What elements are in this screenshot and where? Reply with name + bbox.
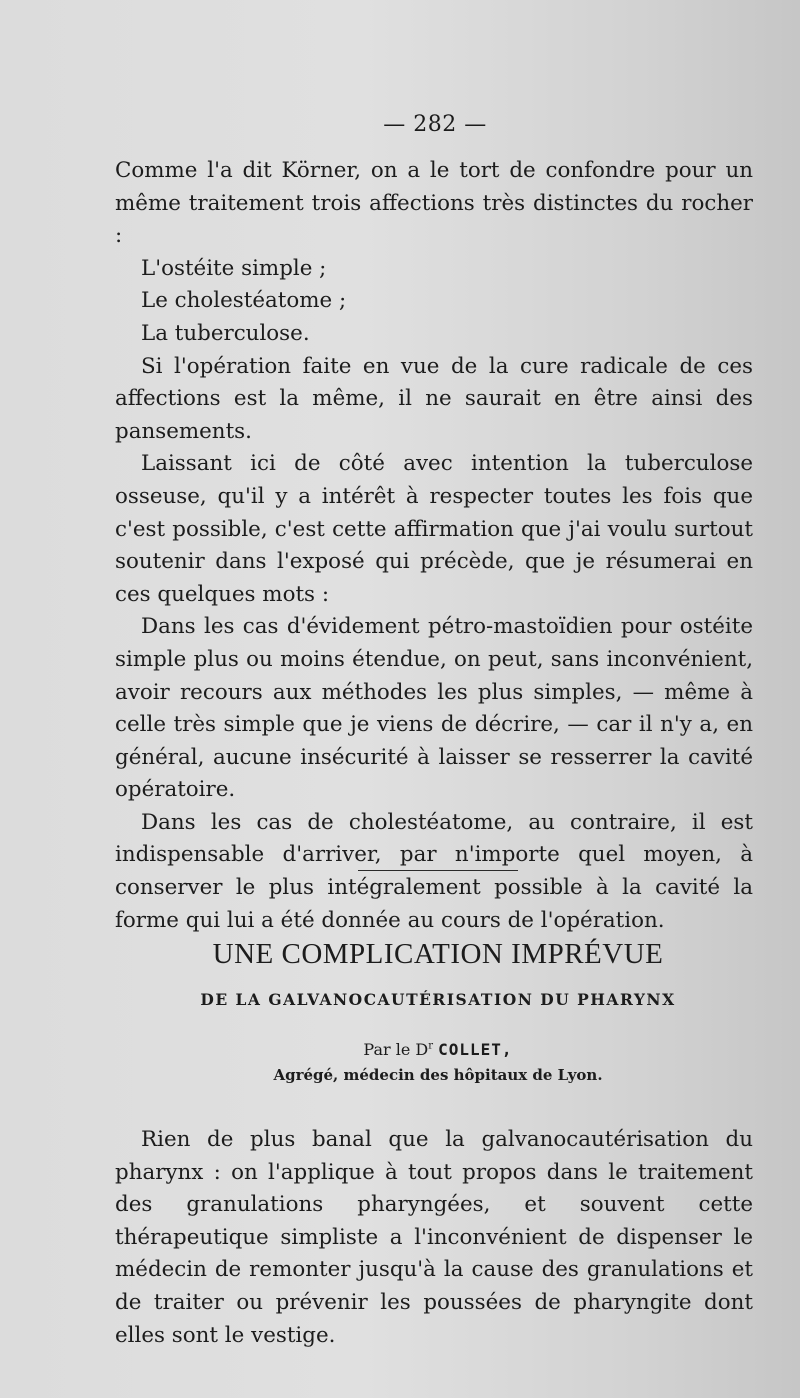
paragraph: Si l'opération faite en vue de la cure radicale de ces affections est la même, il ne saurait en être ainsi des pansements. [115, 353, 753, 444]
paragraph: Laissant ici de côté avec intention la tuberculose osseuse, qu'il y a intérêt à respecter toutes les fois que c'est possible, c'est cette affirmation que j'ai voulu surtout soutenir dans l'exposé qui précède, que je résumerai en ces quelques mots : [115, 451, 753, 607]
byline [0, 1040, 800, 1059]
page-number: — 282 — [383, 112, 487, 137]
paragraph: Dans les cas de cholestéatome, au contraire, il est indispensable d'arriver, par n'importe quel moyen, à conserver le plus intégralement possible à la cavité la forme qui lui a été donnée au cours de l'opération. [115, 809, 753, 933]
author-name: COLLET, [438, 1040, 513, 1059]
list-item: L'ostéite simple ; [141, 255, 327, 281]
list-item: Le cholestéatome ; [141, 288, 347, 314]
article-text [115, 1124, 753, 1352]
byline-title-sup: r [428, 1040, 434, 1052]
author-affiliation: Agrégé, médecin des hôpitaux de Lyon. [273, 1066, 603, 1084]
intro-text [115, 155, 753, 937]
paragraph: Comme l'a dit Körner, on a le tort de confondre pour un même traitement trois affections très distinctes du rocher : [115, 158, 753, 249]
article-title: UNE COMPLICATION IMPRÉVUE [212, 938, 664, 970]
list-item: La tuberculose. [141, 320, 310, 346]
article-subtitle: DE LA GALVANOCAUTÉRISATION DU PHARYNX [200, 990, 676, 1009]
byline-prefix: Par le D [363, 1040, 429, 1059]
section-divider [358, 870, 518, 871]
paragraph: Dans les cas d'évidement pétro-mastoïdien pour ostéite simple plus ou moins étendue, on peut, sans inconvénient, avoir recours aux méthodes les plus simples, — même à celle très simple que je viens de décrire, — car il n'y a, en général, aucune insécurité à laisser se resserrer la cavité opératoire. [115, 614, 753, 803]
paragraph: Rien de plus banal que la galvanocautérisation du pharynx : on l'applique à tout propos dans le traitement des granulations pharyngées, et souvent cette thérapeutique simpliste a l'inconvénient de dispenser le médecin de remonter jusqu'à la cause des granulations et de traiter ou prévenir les poussées de pharyngite dont elles sont le vestige. [115, 1127, 753, 1348]
